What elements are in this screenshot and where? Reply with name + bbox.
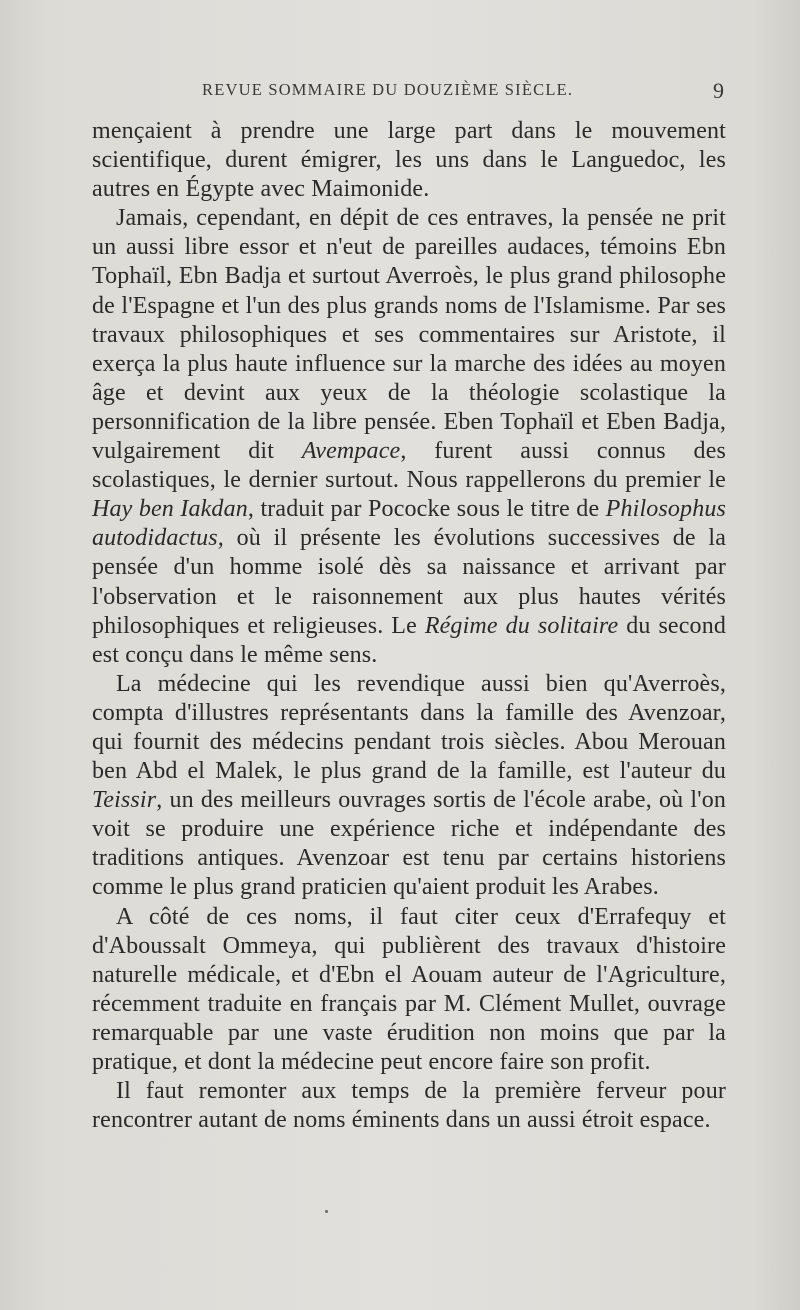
paragraph-3 (92, 670, 726, 903)
paragraph-2-text-2: , furent aussi connus des scolastiques, le dernier surtout. Nous rappellerons du premier le (92, 438, 726, 494)
paragraph-4: A côté de ces noms, il faut citer ceux d'Errafequy et d'Aboussalt Ommeya, qui publièrent des travaux d'histoire naturelle médicale, et d'Ebn el Aouam auteur de l'Agriculture, récemment traduite en français par M. Clément Mullet, ouvrage remarquable par une vaste érudition non moins que par la pratique, et dont la médecine peut encore faire son profit. (92, 903, 726, 1075)
paragraph-2-text-3: , traduit par Pococke sous le titre de (247, 496, 606, 523)
paragraph-2-text-5: du second est conçu dans le même sens. (92, 612, 726, 668)
paragraph-5: Il faut remonter aux temps de la première ferveur pour rencontrer autant de noms éminents dans un aussi étroit espace. (92, 1078, 726, 1134)
italic-hay-ben-iakdan: Hay ben Iakdan (92, 496, 248, 523)
paragraph-3-text-1: La médecine qui les revendique aussi bien qu'Averroès, compta d'illustres représentants dans la famille des Avenzoar, qui fournit des médecins pendant trois siècles. Abou Merouan ben Abd el Malek, le plus grand de la famille, est l'auteur du (92, 670, 726, 785)
paragraph-2-text-1: Jamais, cependant, en dépit de ces entraves, la pensée ne prit un aussi libre essor et n'eut de pareilles audaces, témoins Ebn Tophaïl, Ebn Badja et surtout Averroès, le plus grand philosophe de l'Espagne et l'un des plus grands noms de l'Islamisme. Par ses travaux philosophiques et ses commentaires sur Aristote, il exerça la plus haute influence sur la marche des idées au moyen âge et devint aux yeux de la théologie scolastique la personnification de la libre pensée. Eben Tophaïl et Eben Badja, vulgairement dit (92, 205, 726, 465)
body-text (92, 117, 726, 1135)
italic-teissir: Teissir (92, 787, 157, 814)
paragraph-2-text-4: où il présente les évolutions successives de la pensée d'un homme isolé dès sa naissance et arrivant par l'observation et le raisonnement aux plus hautes vérités philosophiques et religieuses. Le (92, 525, 726, 639)
italic-philosophus-autodidactus: Philosophus autodidactus, (92, 496, 726, 552)
running-head (92, 80, 724, 108)
paragraph-2 (92, 204, 726, 670)
paragraph-1: mençaient à prendre une large part dans le mouvement scientifique, durent émigrer, les uns dans le Languedoc, les autres en Égypte avec Maimonide. (92, 118, 726, 203)
paragraph-3-text-2: , un des meilleurs ouvrages sortis de l'école arabe, où l'on voit se produire une expérience riche et indépendante des traditions antiques. Avenzoar est tenu par certains historiens comme le plus grand praticien qu'aient produit les Arabes. (92, 787, 726, 901)
running-title: REVUE SOMMAIRE DU DOUZIÈME SIÈCLE. (202, 80, 574, 99)
italic-regime-du-solitaire: Régime du solitaire (424, 612, 619, 639)
italic-avempace: Avempace (301, 438, 401, 465)
page-number: 9 (713, 78, 724, 103)
ink-speck (325, 1210, 328, 1213)
